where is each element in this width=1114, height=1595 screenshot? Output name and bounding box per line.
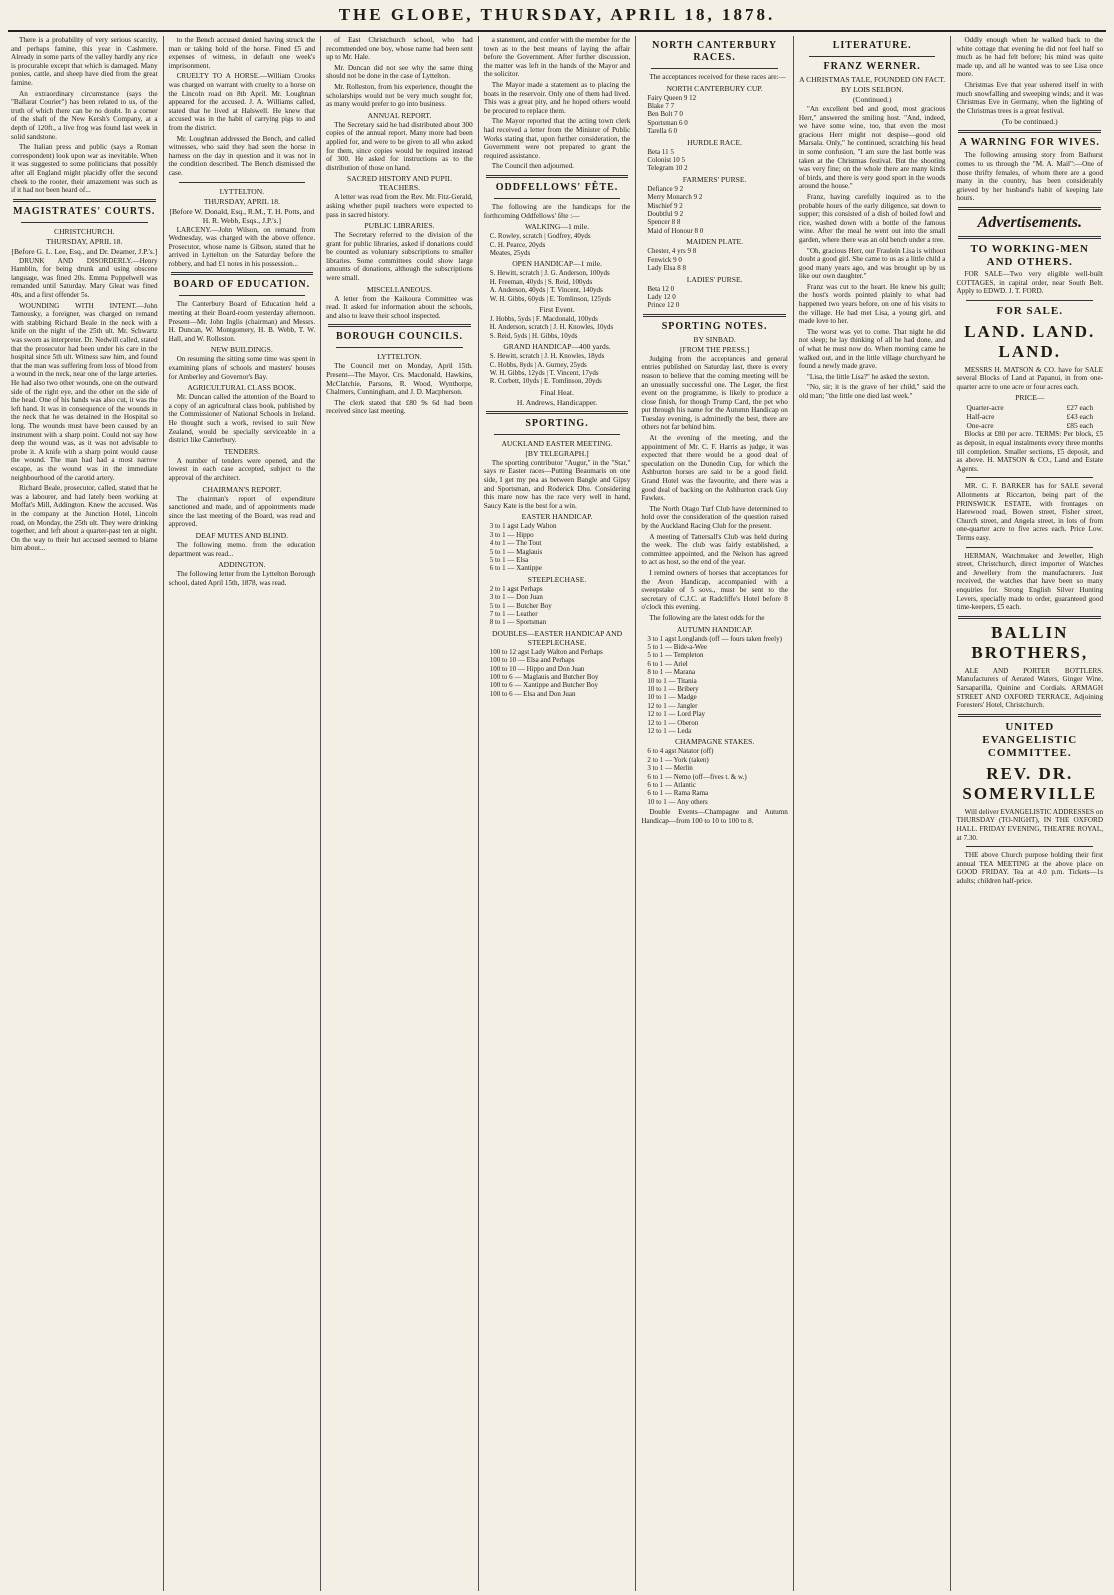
divider — [171, 272, 314, 275]
divider — [651, 68, 778, 69]
list-item: 12 to 1 — Lord Play — [647, 710, 706, 719]
divider — [494, 198, 621, 199]
columns — [6, 32, 1108, 1591]
list-item: 5 to 1 — Elsa — [489, 555, 529, 564]
news-paragraph: The following are the latest odds for the — [649, 613, 765, 622]
list-item: Chester, 4 yrs 9 8 — [647, 247, 697, 256]
divider — [958, 130, 1101, 133]
news-paragraph: of East Christchurch school, who had recommended one boy, whose name had been sent up to Mr. Hale. — [326, 36, 473, 62]
divider — [966, 846, 1093, 847]
odds-list — [647, 635, 788, 736]
subheading: TENDERS. — [223, 446, 260, 456]
story-title: FRANZ WERNER. — [823, 61, 921, 72]
subheading: First Event. — [539, 304, 575, 314]
subheading: AUCKLAND EASTER MEETING. — [501, 438, 613, 448]
news-paragraph: The North Otago Turf Club have determined to hold over the consideration of the question raised by the Auckland Racing Club for the present. — [641, 504, 788, 530]
court-name: CHRISTCHURCH. — [54, 226, 115, 236]
list-item: 10 to 1 — Any others — [647, 797, 708, 806]
list-item: 4 to 1 — The Tout — [489, 539, 542, 548]
list-item: C. H. Pearce, 20yds — [489, 240, 546, 249]
handicap-list — [490, 315, 631, 340]
section-heading: LITERATURE. — [832, 40, 912, 51]
subheading: HURDLE RACE. — [687, 137, 743, 147]
continued-note: (To be continued.) — [1001, 117, 1058, 127]
list-item: 3 to 1 agst Longlands (off — fours taken freely) — [647, 634, 782, 643]
list-item: Sportsman 6 0 — [647, 118, 688, 127]
list-item: 3 to 1 — Merlin — [647, 764, 693, 773]
divider — [13, 199, 156, 202]
story-author: BY LOIS SELBON. — [840, 85, 904, 94]
list-item: 100 to 6 — Xantippe and Butcher Boy — [489, 681, 599, 690]
divider — [179, 295, 306, 296]
handicap-list — [490, 232, 631, 257]
list-item: 5 to 1 — Bide-a-Wee — [647, 642, 708, 651]
story-paragraph: "An excellent bed and good, most gracious Herr," answered the smiling host. "And, indeed, we have some wine, too, that even the most gracious Herr might not despise—good old Marsala. Only," he continued, scratching his head in some confusion, "I am sure the last bottle was taken at the Christmas festival. But the shooting was very fine; on the whole there are many kinds of birds, and there is very good sport in the woods around the house." — [798, 105, 946, 191]
news-paragraph: The Mayor reported that the acting town clerk had received a letter from the Minister of Public Works stating that, upon further consideration, the Government were not prepared to grant the required assistance. — [483, 117, 631, 160]
divider — [966, 300, 1093, 301]
news-paragraph: At the evening of the meeting, and the appointment of Mr. C. F. Harris as judge, it was expected that there would be a good deal of speculation on the Dunedin Cup, for which the Ashburton horses are said to be a good field. Grand Hotel was the favourite, and there was a good deal of backing on the Ashburton crack Guy Fawkes. — [641, 434, 788, 503]
divider — [328, 324, 471, 327]
divider — [486, 411, 629, 414]
ad-body: ALE AND PORTER BOTTLERS. Manufacturers of Aerated Waters, Ginger Wine, Sarsaparilla, Quinine and Cordials. ARMAGH STREET AND OXFORD TERRACE, Adjoining Foresters' Hotel, Christchurch. — [956, 666, 1104, 710]
news-paragraph: The following amusing story from Bathurst comes to us through the "M. A. Mail":—One of those thrifty females, of whom there are a good many in the country, has been considerably grieved by her husband's habit of keeping late hours. — [956, 151, 1104, 203]
list-item: H. Freeman, 40yds | S. Reid, 100yds — [489, 277, 593, 286]
section-heading: A WARNING FOR WIVES. — [959, 137, 1100, 149]
news-paragraph: The following letter from the Lyttelton Borough school, dated April 15th, 1878, was read. — [168, 570, 316, 587]
story-paragraph: Franz was cut to the heart. He knew his guilt; the host's words pointed plainly to what had happened two years before, on one of his visits to the village. He had met Lisa, a young girl, and made love to her. — [798, 282, 946, 326]
list-item: Fairy Queen 9 12 — [647, 93, 697, 102]
news-paragraph: I remind owners of horses that acceptances for the Avon Handicap, accompanied with a sweepstake of 5 sovs., must be sent to the secretary of C.J.C. at Radcliffe's Hotel before 8 o'clock this evening. — [641, 568, 788, 612]
list-item: 2 to 1 — York (taken) — [647, 755, 709, 764]
divider — [966, 477, 1093, 478]
news-paragraph: The Canterbury Board of Education held a meeting at their Board-room yesterday afternoon. Present—Mr. John Inglis (chairman) and Messrs. H. Duncan, W. Montgomery, H. B. Webb, T. W. Hall, and W. Rolleston. — [168, 300, 316, 343]
list-item: 2 to 1 agst Perhaps — [489, 584, 543, 593]
column-3 — [321, 36, 479, 1591]
divider — [958, 616, 1101, 619]
ad-title: TO WORKING-MEN AND OTHERS. — [970, 242, 1089, 268]
list-item: J. Hobbs, 5yds | F. Macdonald, 100yds — [489, 314, 598, 323]
list-item: Prince 12 0 — [647, 301, 680, 310]
subheading: MISCELLANEOUS. — [366, 284, 433, 294]
column-6 — [794, 36, 952, 1591]
subheading: GRAND HANDICAP—400 yards. — [503, 342, 611, 352]
odds-list — [490, 585, 631, 627]
list-item: Beta 11 5 — [647, 147, 674, 156]
column-5 — [636, 36, 794, 1591]
subheading: PUBLIC LIBRARIES. — [364, 221, 435, 231]
list-item: 6 to 1 — Ariel — [647, 659, 688, 668]
list-item: 12 to 1 — Leda — [647, 727, 692, 735]
list-item: 6 to 1 — Atlantic — [647, 781, 696, 790]
list-item: 8 to 1 — Marana — [647, 668, 696, 677]
list-item: Colonist 10 5 — [647, 156, 686, 165]
list-item: Telegram 10 2 — [647, 164, 688, 173]
list-item: Lady Elsa 8 8 — [647, 264, 686, 273]
section-heading: SPORTING. — [525, 417, 589, 429]
news-paragraph: There is a probability of very serious scarcity, and perhaps famine, this year in Cashmere. Already in some parts of the valley hardly any rice is procurable except that which is damaged. Many ponies, cattle, and sheep have died from the great famine. — [11, 36, 158, 87]
column-1 — [6, 36, 164, 1591]
ad-body: MR. C. F. BARKER has for SALE several Allotments at Riccarton, being part of the PRINSWICK ESTATE, with frontages on Harewood road, Bowen street, Fisher street, Church street, and Angela street, in lots of from one-quarter acre to five acres each. Price Low. Terms easy. — [956, 482, 1104, 542]
court-date: THURSDAY, APRIL 18. — [46, 236, 123, 246]
list-item: Merry Monarch 9 2 — [647, 193, 703, 202]
court-bench: [Before W. Donald, Esq., R.M., T. H. Potts, and H. R. Webb, Esqs., J.P.'s.] — [169, 206, 315, 225]
council-name: LYTTELTON. — [377, 352, 422, 362]
court-name: LYTTELTON. — [219, 186, 265, 196]
news-paragraph: Mr. Duncan did not see why the same thing should not be done in the case of Lyttelton. — [326, 63, 473, 81]
subheading: NORTH CANTERBURY CUP. — [666, 83, 763, 93]
news-paragraph: A meeting of Tattersall's Club was held during the week. The club was fairly established, a committee appointed, and the Nelson has agreed to act as host, so the end of the year. — [641, 532, 788, 567]
section-heading: BOROUGH COUNCILS. — [335, 331, 463, 343]
story-paragraph: "Lisa, the little Lisa?" he asked the sexton. — [806, 372, 930, 381]
ad-body: Will deliver EVANGELISTIC ADDRESSES on THURSDAY (TO-NIGHT), IN THE OXFORD HALL. FRIDAY EVENING, THEATRE ROYAL, at 7.30. — [956, 807, 1104, 842]
acceptance-list — [647, 285, 788, 310]
subheading: CHAMPAGNE STAKES. — [674, 737, 755, 747]
acceptance-list — [647, 185, 788, 235]
list-item: Spencer 8 8 — [647, 218, 681, 227]
news-paragraph: An extraordinary circumstance (says the "Ballarat Courier") has been related to us, of the truth of which there can be no doubt. In a corner of the shaft of the New Kersh's Company, at a depth of 120ft., a live frog was found last week in solid sandstone. — [11, 89, 158, 141]
news-paragraph: The Italian press and public (says a Roman correspondent) look upon war as inevitable. When it was suggested to some politicians that possibly after all England might placidly offer the second cheek to the rooter, their amazement was such as if it had not been heard of... — [11, 143, 158, 195]
news-paragraph: The chairman's report of expenditure sanctioned and made, and of appointments made since the last meeting of the Board, was read and approved. — [168, 494, 316, 529]
divider — [966, 547, 1093, 548]
list-item: C. Hobbs, 8yds | A. Gurney, 25yds — [489, 360, 587, 369]
subheading: NEW BUILDINGS. — [210, 345, 273, 355]
news-paragraph: A letter from the Kaikoura Committee was read. It asked for information about the schools, and also to leave their school inspected. — [326, 294, 473, 320]
source-line: [FROM THE PRESS.] — [679, 344, 750, 354]
news-paragraph: Mr. Duncan called the attention of the Board to a copy of an agricultural class book, published by the Commissioner of National Schools in Ireland. He thought such a work, revised to suit New Zealand, would be specially serviceable in a district like Canterbury. — [168, 393, 316, 445]
news-paragraph: The Council then adjourned. — [491, 162, 574, 171]
list-item: 100 to 10 — Elsa and Perhaps — [489, 656, 575, 665]
news-paragraph: WOUNDING WITH INTENT.—John Tamousky, a foreigner, was charged on remand with stabbing Richard Beale in the neck with a knife on the night of the 25th ult. Mr. Schwartz was sworn as interpreter. Dr. Nedwill called, stated that the prosecutor had been under his care in the hospital since 5th ult. Witness saw him, and found that the man was suffering from loss of blood from a wound in the neck, near one of the large arteries. He had also two other wounds, one on the outward side of the right eye, and the other on the side of the head. One of his hands was also cut, it was the left hand. It was in consequence of the wounds in the neck that he was detained in the Hospital so long. The wounds must have been caused by an instrument with a sharp point. Could not say how deep the wound was, as it was not advisable to probe it. A knife with a sharp point would cause the wound. The man had had a most narrow escape, as the wound was in the immediate neighbourhood of the carotid artery. — [11, 301, 158, 482]
divider — [643, 314, 786, 317]
list-item: S. Hewitt, scratch | J. H. Knowles, 18yds — [489, 352, 605, 361]
ad-headline: BALLIN BROTHERS, — [971, 622, 1089, 662]
ad-body: THE above Church purpose holding their first annual TEA MEETING at the above place on GOOD FRIDAY. Tea at 4.0 p.m. Tickets—1s adults; children half-price. — [956, 851, 1104, 885]
news-paragraph: Mr. Loughnan addressed the Bench, and called witnesses, who said they had seen the horse in harness on the day in question and it was not in the condition described. The Bench dismissed the case. — [168, 134, 316, 177]
list-item: W. H. Gibbs, 60yds | E. Tomlinson, 125yds — [489, 294, 611, 303]
odds-list — [647, 747, 788, 806]
divider — [179, 182, 306, 183]
list-item: C. Rowley, scratch | Godfrey, 40yds — [489, 232, 591, 241]
story-subtitle: A CHRISTMAS TALE, FOUNDED ON FACT. — [799, 75, 946, 84]
subheading: ADDINGTON. — [218, 560, 266, 570]
ad-body: HERMAN, Watchmaker and Jeweller, High street, Christchurch, direct importer of Watches and Jewellery from the manufacturers. Just received, the watches that have been so many enquiries for. Strong English Silver Hunting Levers, specially made to order, guaranteed good time-keepers, £5 each. — [956, 551, 1104, 612]
list-item: Blake 7 7 — [647, 102, 675, 110]
news-paragraph: Double Events—Champagne and Autumn Handicap—from 100 to 10 to 100 to 8. — [641, 808, 788, 825]
list-item: 100 to 6 — Elsa and Don Juan — [489, 689, 576, 698]
list-item: 3 to 1 — Hippo — [489, 530, 534, 539]
subheading: STEEPLECHASE. — [527, 574, 587, 584]
list-item: 12 to 1 — Oberon — [647, 718, 699, 727]
list-item: 100 to 10 — Hippo and Don Juan — [489, 664, 585, 673]
news-paragraph: The Council met on Monday, April 15th. Present—The Mayor, Crs. Macdonald, Hawkins, McClatchie, Parsons, R. Wood, Wynthorpe, Chalmers, Cunningham, and J. D. Macpherson. — [326, 362, 473, 397]
list-item: R. Corbett, 10yds | E. Tomlinson, 20yds — [489, 377, 602, 386]
list-item: W. H. Gibbs, 12yds | T. Vincent, 17yds — [489, 368, 599, 377]
news-paragraph: The following memo. from the education department was read... — [168, 540, 316, 558]
advertisements-heading: Advertisements. — [977, 213, 1082, 231]
price-row: Quarter-acre £27 each — [966, 403, 1094, 413]
list-item: 12 to 1 — Jangler — [647, 701, 698, 710]
list-item: S. Hewitt, scratch | J. G. Anderson, 100yds — [489, 269, 610, 278]
column-7 — [951, 36, 1108, 1591]
list-item: Lady 12 0 — [647, 292, 676, 301]
subheading: Final Heat. — [540, 387, 574, 397]
court-date: THURSDAY, APRIL 18. — [203, 196, 280, 206]
section-heading: MAGISTRATES' COURTS. — [13, 205, 156, 217]
subheading: CHAIRMAN'S REPORT. — [202, 484, 282, 494]
ad-title: FOR SALE. — [996, 304, 1063, 317]
subheading: AUTUMN HANDICAP. — [676, 624, 753, 634]
subheading: DEAF MUTES AND BLIND. — [195, 530, 289, 540]
continued-note: (Continued.) — [852, 95, 892, 104]
list-item: Tarella 6 0 — [647, 127, 678, 136]
news-paragraph: A letter was read from the Rev. Mr. Fitz-Gerald, asking whether pupil teachers were expected to pass in sacred history. — [326, 193, 473, 219]
masthead: THE GLOBE, THURSDAY, APRIL 18, 1878. — [8, 0, 1106, 32]
handicap-list — [490, 352, 631, 386]
subheading: LADIES' PURSE. — [686, 274, 743, 284]
handicap-list — [490, 269, 631, 303]
news-paragraph: LARCENY.—John Wilson, on remand from Wednesday, was charged with the above offence. Prosecutor, whose name is Gibson, stated that he arrived in Lyttelton on the Saturday before the robbery, and had £1 notes in his possession... — [168, 225, 316, 268]
signoff: H. Andrews, Handicapper. — [516, 397, 598, 407]
divider — [486, 175, 629, 178]
story-paragraph: Christmas Eve that year ushered itself in with much snowfalling and sweeping winds; and it was Christmas Eve in Germany, when the lighting of the Christmas trees is a great festival. — [956, 80, 1104, 115]
column-4 — [479, 36, 637, 1591]
news-paragraph: The Mayor made a statement as to placing the boats in the reservoir. Only one of them had lived. This was a great pity, and he hoped others would be procured to replace them. — [483, 80, 631, 115]
price-list — [966, 403, 1093, 430]
news-paragraph: The acceptances received for these races are:— — [649, 73, 786, 81]
news-paragraph: The Secretary referred to the division of the grant for public libraries, asked if donations could be counted as voluntary subscriptions to smaller libraries. Some committees could show large amounts of donations, although the subscriptions were small. — [326, 231, 473, 283]
subheading: WALKING—1 mile. — [524, 222, 590, 232]
odds-list — [490, 522, 631, 572]
ad-body: MESSRS H. MATSON & CO. have for SALE several Blocks of Land at Papanui, in from one-quarter acre to one acre or four acres each. — [956, 365, 1104, 391]
list-item: Ben Bolt 7 0 — [647, 110, 683, 119]
list-item: 6 to 1 — Xantippe — [489, 564, 542, 573]
story-paragraph: Franz, having carefully inquired as to the probable hours of the early diligence, sat down to supper; this consisted of a dish of boiled fowl and rice, washed down with a bottle of the famous wine. After the meal he went out into the small garden, where there was an old bench under a tree. — [798, 192, 946, 244]
acceptance-list — [647, 94, 788, 136]
list-item: 3 to 1 — Don Juan — [489, 593, 543, 602]
list-item: 6 to 1 — Nemo (off—fives t. & w.) — [647, 772, 747, 781]
news-paragraph: On resuming the sitting some time was spent in examining plans of schools and masters' houses for Amberley and Governor's Bay. — [168, 355, 316, 381]
list-item: 5 to 1 — Butcher Boy — [489, 601, 552, 610]
acceptance-list — [647, 247, 788, 272]
news-paragraph: Mr. Rolleston, from his experience, thought the scholarships would not be very much sought for, as many would prefer to go into business. — [326, 82, 473, 109]
column-2 — [164, 36, 322, 1591]
section-heading: BOARD OF EDUCATION. — [173, 279, 311, 291]
list-item: 7 to 1 — Leather — [489, 610, 538, 618]
subheading: ANNUAL REPORT. — [367, 110, 432, 120]
story-paragraph: "No, sir; it is the grave of her child," said the old man; "the little one died last week." — [798, 383, 946, 400]
divider — [958, 236, 1101, 239]
price-row: Half-acre £43 each — [966, 412, 1094, 422]
list-item: A. Anderson, 40yds | T. Vincent, 140yds — [489, 286, 603, 295]
divider — [494, 434, 621, 435]
list-item: 6 to 4 agst Natator (off) — [647, 747, 714, 756]
list-item: 8 to 1 — Sportsman — [489, 618, 547, 627]
byline: BY SINBAD. — [693, 334, 736, 344]
ad-body: Blocks at £80 per acre. TERMS: Per block, £5 as deposit, in equal instalments every three months till completion. Smaller sections, £5 deposit, and as above. H. MATSON & CO., Land and Estate Agents. — [956, 430, 1104, 473]
news-paragraph: Judging from the acceptances and general entries published on Saturday last, there is every reason to believe that the coming meeting will be an unusually successful one. The Leger, the first event on the programme, is likely to produce a close finish, for though Trump Card, the pet who put through his name for the Autumn Handicap on Tuesday evening, is admittedly the best, there are others not far behind him. — [641, 354, 788, 432]
byline: [BY TELEGRAPH.] — [525, 448, 589, 458]
list-item: 100 to 12 agst Lady Walton and Perhaps — [489, 647, 603, 656]
list-item: 3 to 1 agst Lady Walton — [489, 522, 557, 531]
list-item: Fenwick 9 0 — [647, 255, 682, 264]
odds-list — [490, 648, 631, 698]
list-item: 5 to 1 — Templeton — [647, 651, 704, 660]
divider — [809, 56, 936, 57]
ad-title: UNITED EVANGELISTIC COMMITTEE. — [982, 720, 1078, 759]
section-heading: ODDFELLOWS' FÊTE. — [495, 181, 619, 193]
ad-body: FOR SALE—Two very eligible well-built COTTAGES, in capital order, near South Belt. Apply to EDWD. J. T. FORD. — [956, 269, 1104, 296]
list-item: Meates, 25yds — [489, 248, 531, 257]
list-item: 10 to 1 — Madge — [647, 693, 697, 702]
list-item: 100 to 6 — Maglauis and Butcher Boy — [489, 673, 599, 682]
story-paragraph: Oddly enough when he walked back to the white cottage that evening he did not feel half so much as he had felt before; his mind was quite made up, and all he wanted was to see Lisa once more. — [956, 36, 1104, 79]
list-item: H. Anderson, scratch | J. H. Knowles, 10yds — [489, 323, 614, 332]
list-item: 6 to 1 — Rama Rama — [647, 789, 709, 798]
news-paragraph: CRUELTY TO A HORSE.—William Crooks was charged on warrant with cruelty to a horse on the Lincoln road on 8th April. Mr. Loughnan appeared for the accused. J. A. Williams called, stated that he lived at Halswell. He knew that accused was in the habit of carrying pigs to and from the district. — [168, 72, 316, 132]
list-item: 5 to 1 — Maglauis — [489, 547, 543, 556]
section-heading: SPORTING NOTES. — [661, 320, 768, 332]
price-row: One-acre £85 each — [966, 421, 1094, 431]
news-paragraph: The following are the handicaps for the forthcoming Oddfellows' fête :— — [483, 202, 631, 220]
list-item: 10 to 1 — Titania — [647, 676, 697, 685]
subheading: MAIDEN PLATE. — [686, 237, 744, 247]
news-paragraph: The sporting contributor "Augur," in the "Star," says re Easter races—Putting Beaumaris on one side, I get my pea as between Bangle and Gipsy and Sportsman, and Roderick Dhu. Considering this mare now has the race very well in hand, Saucy Kate is the best for a win. — [483, 458, 631, 510]
divider — [336, 347, 463, 348]
news-paragraph: DRUNK AND DISORDERLY.—Henry Hamblin, for being drunk and using obscene language, was fined 20s. Emma Poppelwell was remanded until Saturday. Mary Gleat was fined 40s, and a first offender 5s. — [11, 256, 158, 300]
list-item: Doubtful 9 2 — [647, 210, 684, 219]
news-paragraph: The Secretary said he had distributed about 300 copies of the annual report. Many more had been applied for, and were to be given to all who asked for them, since copies would be required instead of 300. He asked for instructions as to the distribution of those on hand. — [326, 120, 473, 172]
list-item: Mischief 9 2 — [647, 201, 683, 210]
news-paragraph: a statement, and confer with the member for the town as to the best means of laying the affair before the Government. After further discussion, the matter was left in the hands of the Mayor and the solicitor. — [483, 36, 631, 79]
list-item: 10 to 1 — Bribery — [647, 684, 699, 693]
divider — [21, 222, 148, 223]
list-item: S. Reid, 5yds | H. Gibbs, 10yds — [489, 331, 578, 340]
subheading: SACRED HISTORY AND PUPIL TEACHERS. — [347, 174, 452, 193]
news-paragraph: The clerk stated that £80 9s 6d had been received since last meeting. — [326, 398, 473, 416]
list-item: Defiance 9 2 — [647, 184, 684, 193]
story-paragraph: The worst was yet to come. That night he did not sleep; he lay thinking of all he had done, and of what he must now do. When morning came he walked out, and in the little village churchyard he found a newly made grave. — [798, 327, 946, 371]
price-label: PRICE— — [1015, 393, 1045, 403]
ad-headline: REV. DR. SOMERVILLE — [962, 763, 1098, 803]
divider — [958, 714, 1101, 717]
acceptance-list — [647, 148, 788, 173]
list-item: Maid of Honour 8 0 — [647, 226, 704, 235]
news-paragraph: A number of tenders were opened, and the lowest in each case accepted, subject to the approval of the architect. — [168, 456, 316, 482]
court-bench: [Before G. L. Lee, Esq., and Dr. Deamer, J.P.'s.] — [11, 246, 158, 256]
section-heading: NORTH CANTERBURY RACES. — [652, 40, 778, 63]
subheading: EASTER HANDICAP. — [521, 512, 593, 522]
story-paragraph: "Oh, gracious Herr, our Fraulein Lisa is without doubt a good girl. She came to us as a little child a good many years ago, and was brought up by us like our own daughter." — [798, 246, 946, 281]
subheading: DOUBLES—EASTER HANDICAP AND STEEPLECHASE. — [491, 628, 623, 647]
ad-headline: LAND. LAND. LAND. — [964, 321, 1096, 361]
news-paragraph: Richard Beale, prosecutor, called, stated that he was a labourer, and had lately been working at Moffat's Mill, Addington. Knew the accused. Was in the company at the Junction Hotel, Lincoln road, on Monday, the 25th ult. They were drinking together, and left about a quarter-past ten at night. On the way to their hut accused seemed to blame him about... — [11, 484, 158, 553]
subheading: AGRICULTURAL CLASS BOOK. — [187, 383, 297, 393]
subheading: OPEN HANDICAP—1 mile. — [512, 259, 602, 269]
list-item: Beta 12 0 — [647, 284, 675, 293]
news-paragraph: to the Bench accused denied having struck the man or taking hold of the horse. Fined £5 and expenses of witness, in default one week's imprisonment. — [168, 36, 316, 70]
divider — [958, 207, 1101, 210]
subheading: FARMERS' PURSE. — [682, 174, 747, 184]
